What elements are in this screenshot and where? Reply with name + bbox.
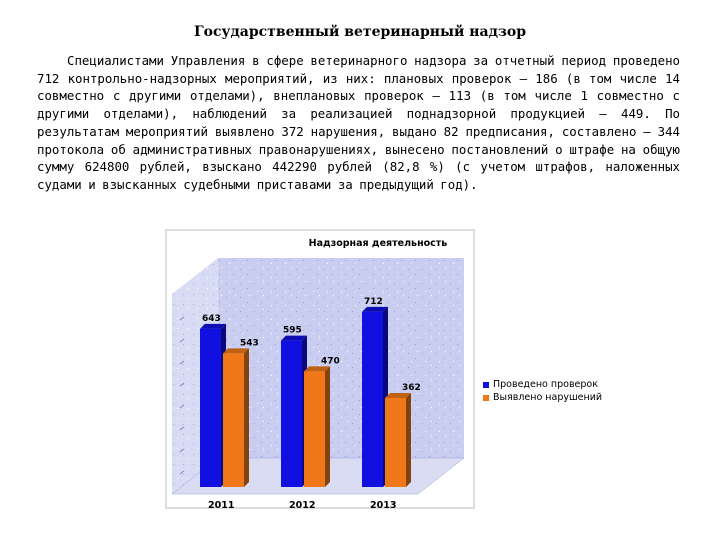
data-label: 543 bbox=[240, 338, 259, 349]
bar-2011-series-2 bbox=[223, 353, 244, 487]
chart-title: Надзорная деятельность bbox=[308, 238, 448, 249]
legend-swatch-series-1 bbox=[483, 382, 489, 388]
page-title: Государственный ветеринарный надзор bbox=[193, 24, 527, 40]
legend-swatch-series-2 bbox=[483, 395, 489, 401]
legend-item bbox=[483, 378, 602, 391]
data-label: 470 bbox=[321, 356, 340, 367]
bar-side bbox=[406, 393, 411, 487]
bar-2012-series-1 bbox=[281, 341, 302, 487]
data-label: 595 bbox=[283, 325, 302, 336]
legend-item bbox=[483, 391, 602, 404]
body-paragraph: Специалистами Управления в сфере ветеринарного надзора за отчетный период проведено 712 контрольно-надзорных мероприятий, из них: плановых проверок – 186 (в том числе 14 совместно с другими отделами), внеплановых проверок – 113 (в том числе 1 совместно с другими отделами), наблюдений за реализацией поднадзорной продукцией – 449. По результатам мероприятий выявлено 372 нарушения, выдано 82 предписания, составлено – 344 протокола об административных правонарушениях, вынесено постановлений о штрафе на общую сумму 624800 рублей, взыскано 442290 рублей (82,8 %) (с учетом штрафов, наложенных судами и взысканных судебными приставами за предыдущий год). bbox=[37, 53, 680, 192]
bar-side bbox=[325, 366, 330, 487]
bar-side bbox=[244, 348, 249, 487]
data-label: 643 bbox=[202, 313, 221, 324]
category-label: 2013 bbox=[370, 500, 397, 511]
chart-legend bbox=[483, 378, 602, 404]
data-label: 712 bbox=[364, 296, 383, 307]
chart-back-wall bbox=[218, 258, 464, 458]
category-label: 2011 bbox=[208, 500, 235, 511]
legend-label-series-1: Проведено проверок bbox=[493, 379, 598, 390]
bar-2013-series-1 bbox=[362, 312, 383, 487]
data-label: 362 bbox=[402, 382, 421, 393]
bar-2012-series-2 bbox=[304, 371, 325, 487]
legend-label-series-2: Выявлено нарушений bbox=[493, 392, 603, 403]
category-label: 2012 bbox=[289, 500, 316, 511]
bar-2011-series-1 bbox=[200, 329, 221, 487]
bar-2013-series-2 bbox=[385, 398, 406, 487]
